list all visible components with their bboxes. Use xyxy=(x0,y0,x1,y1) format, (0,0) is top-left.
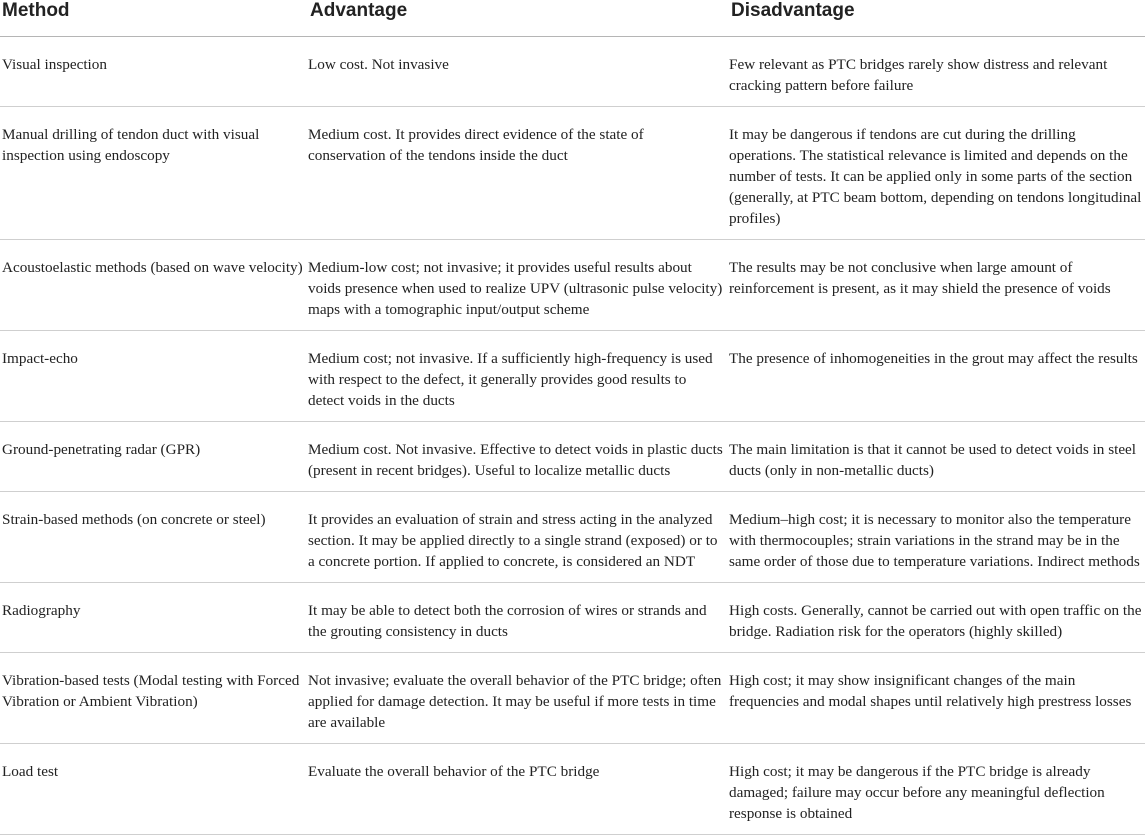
cell-advantage: Medium-low cost; not invasive; it provides useful results about voids presence when used to realize UPV (ultrasonic pulse velocity) maps with a tomographic input/output scheme xyxy=(308,240,729,331)
cell-advantage: Medium cost. Not invasive. Effective to detect voids in plastic ducts (present in recent bridges). Useful to localize metallic ducts xyxy=(308,422,729,492)
cell-method: Vibration-based tests (Modal testing with Forced Vibration or Ambient Vibration) xyxy=(0,653,308,744)
cell-advantage: Low cost. Not invasive xyxy=(308,37,729,107)
cell-disadvantage: It may be dangerous if tendons are cut during the drilling operations. The statistical relevance is limited and depends on the number of tests. It can be applied only in some parts of the section (generally, at PTC beam bottom, depending on tendons longitudinal profiles) xyxy=(729,107,1145,240)
cell-disadvantage: High cost; it may show insignificant changes of the main frequencies and modal shapes until relatively high prestress losses xyxy=(729,653,1145,744)
header-row xyxy=(0,0,1145,37)
table-row xyxy=(0,331,1145,422)
cell-method: Visual inspection xyxy=(0,37,308,107)
table-row xyxy=(0,744,1145,835)
cell-advantage: Not invasive; evaluate the overall behavior of the PTC bridge; often applied for damage detection. It may be useful if more tests in time are available xyxy=(308,653,729,744)
cell-method: Strain-based methods (on concrete or steel) xyxy=(0,492,308,583)
cell-advantage: Medium cost. It provides direct evidence of the state of conservation of the tendons inside the duct xyxy=(308,107,729,240)
cell-advantage: Medium cost; not invasive. If a sufficiently high-frequency is used with respect to the defect, it generally provides good results to detect voids in the ducts xyxy=(308,331,729,422)
table-row xyxy=(0,240,1145,331)
cell-disadvantage: Medium–high cost; it is necessary to monitor also the temperature with thermocouples; strain variations in the strand may be in the same order of those due to temperature variations. Indirect methods xyxy=(729,492,1145,583)
cell-method: Ground-penetrating radar (GPR) xyxy=(0,422,308,492)
cell-disadvantage: The results may be not conclusive when large amount of reinforcement is present, as it may shield the presence of voids xyxy=(729,240,1145,331)
cell-advantage: Evaluate the overall behavior of the PTC bridge xyxy=(308,744,729,835)
header-disadvantage: Disadvantage xyxy=(729,0,1145,37)
cell-disadvantage: The main limitation is that it cannot be used to detect voids in steel ducts (only in non-metallic ducts) xyxy=(729,422,1145,492)
cell-advantage: It may be able to detect both the corrosion of wires or strands and the grouting consistency in ducts xyxy=(308,583,729,653)
table-row xyxy=(0,37,1145,107)
cell-method: Acoustoelastic methods (based on wave velocity) xyxy=(0,240,308,331)
cell-disadvantage: High cost; it may be dangerous if the PTC bridge is already damaged; failure may occur before any meaningful deflection response is obtained xyxy=(729,744,1145,835)
table-row xyxy=(0,583,1145,653)
cell-disadvantage: Few relevant as PTC bridges rarely show distress and relevant cracking pattern before failure xyxy=(729,37,1145,107)
cell-method: Manual drilling of tendon duct with visual inspection using endoscopy xyxy=(0,107,308,240)
table-body xyxy=(0,37,1145,835)
cell-disadvantage: The presence of inhomogeneities in the grout may affect the results xyxy=(729,331,1145,422)
cell-method: Impact-echo xyxy=(0,331,308,422)
cell-method: Radiography xyxy=(0,583,308,653)
table-row xyxy=(0,107,1145,240)
cell-method: Load test xyxy=(0,744,308,835)
cell-advantage: It provides an evaluation of strain and stress acting in the analyzed section. It may be applied directly to a single strand (exposed) or to a concrete portion. If applied to concrete, is considered an NDT xyxy=(308,492,729,583)
table-row xyxy=(0,653,1145,744)
header-method: Method xyxy=(0,0,308,37)
table-row xyxy=(0,492,1145,583)
table-header xyxy=(0,0,1145,37)
header-advantage: Advantage xyxy=(308,0,729,37)
table-row xyxy=(0,422,1145,492)
cell-disadvantage: High costs. Generally, cannot be carried out with open traffic on the bridge. Radiation risk for the operators (highly skilled) xyxy=(729,583,1145,653)
